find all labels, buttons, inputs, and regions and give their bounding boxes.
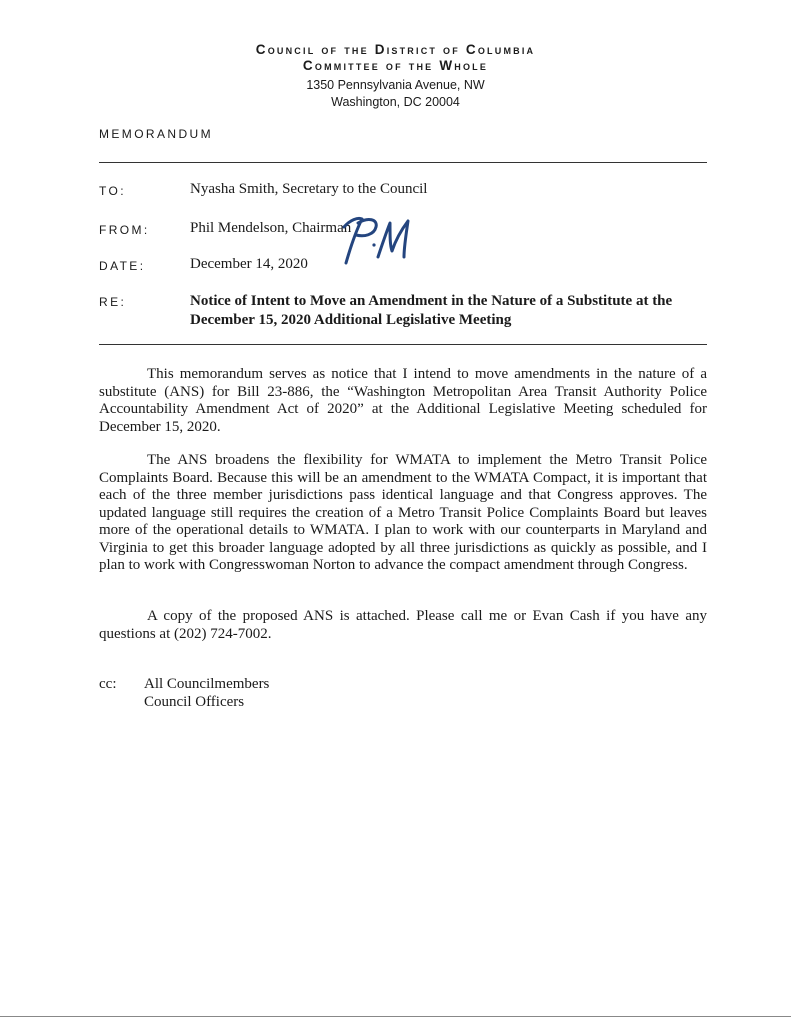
to-label: TO: bbox=[99, 184, 126, 198]
handwritten-signature bbox=[328, 211, 418, 271]
letterhead-committee: Committee of the Whole bbox=[302, 58, 489, 73]
to-value: Nyasha Smith, Secretary to the Council bbox=[190, 181, 428, 197]
re-value: Notice of Intent to Move an Amendment in the Nature of a Substitute at the December 15, 2020 Additional Legislative Meeting bbox=[190, 293, 673, 328]
cc-label: cc: bbox=[99, 676, 117, 692]
letterhead-address-line1: 1350 Pennsylvania Avenue, NW bbox=[306, 78, 485, 92]
body-paragraph-3-text: A copy of the proposed ANS is attached. Please call me or Evan Cash if you have any questions at (202) 724-7002. bbox=[99, 608, 707, 642]
from-label: FROM: bbox=[99, 223, 150, 237]
date-value: December 14, 2020 bbox=[190, 256, 308, 272]
body-paragraph-1-text: This memorandum serves as notice that I intend to move amendments in the nature of a substitute (ANS) for Bill 23-886, the “Washington Metropolitan Area Transit Authority Police Accountability Amendment Act of 2020” at the Additional Legislative Meeting scheduled for December 15, 2020. bbox=[99, 366, 707, 435]
body-paragraph-2-text: The ANS broadens the flexibility for WMATA to implement the Metro Transit Police Complaints Board. Because this will be an amendment to the WMATA Compact, it is important that each of the three member jurisdictions pass identical language and that Congress approves. The updated language still requires the creation of a Metro Transit Police Complaints Board but leaves more of the operational details to WMATA. I plan to work with our counterparts in Maryland and Virginia to get this broader language adopted by all three jurisdictions as quickly as possible, and I plan to work with Congresswoman Norton to advance the compact amendment through Congress. bbox=[99, 452, 707, 573]
page-bottom-edge bbox=[0, 1016, 791, 1017]
re-label: RE: bbox=[99, 295, 127, 309]
cc-recipient: All Councilmembers bbox=[144, 676, 270, 692]
date-label: DATE: bbox=[99, 259, 146, 273]
letterhead-organization: Council of the District of Columbia bbox=[255, 42, 536, 57]
subject-divider bbox=[99, 344, 707, 345]
from-value: Phil Mendelson, Chairman bbox=[190, 220, 352, 236]
memorandum-label: MEMORANDUM bbox=[99, 127, 213, 141]
letterhead-address-line2: Washington, DC 20004 bbox=[331, 95, 460, 109]
cc-recipient: Council Officers bbox=[144, 694, 245, 710]
header-divider bbox=[99, 162, 707, 163]
body-paragraph-1 bbox=[99, 366, 707, 436]
body-paragraph-2 bbox=[99, 452, 707, 575]
body-paragraph-3 bbox=[99, 608, 707, 643]
